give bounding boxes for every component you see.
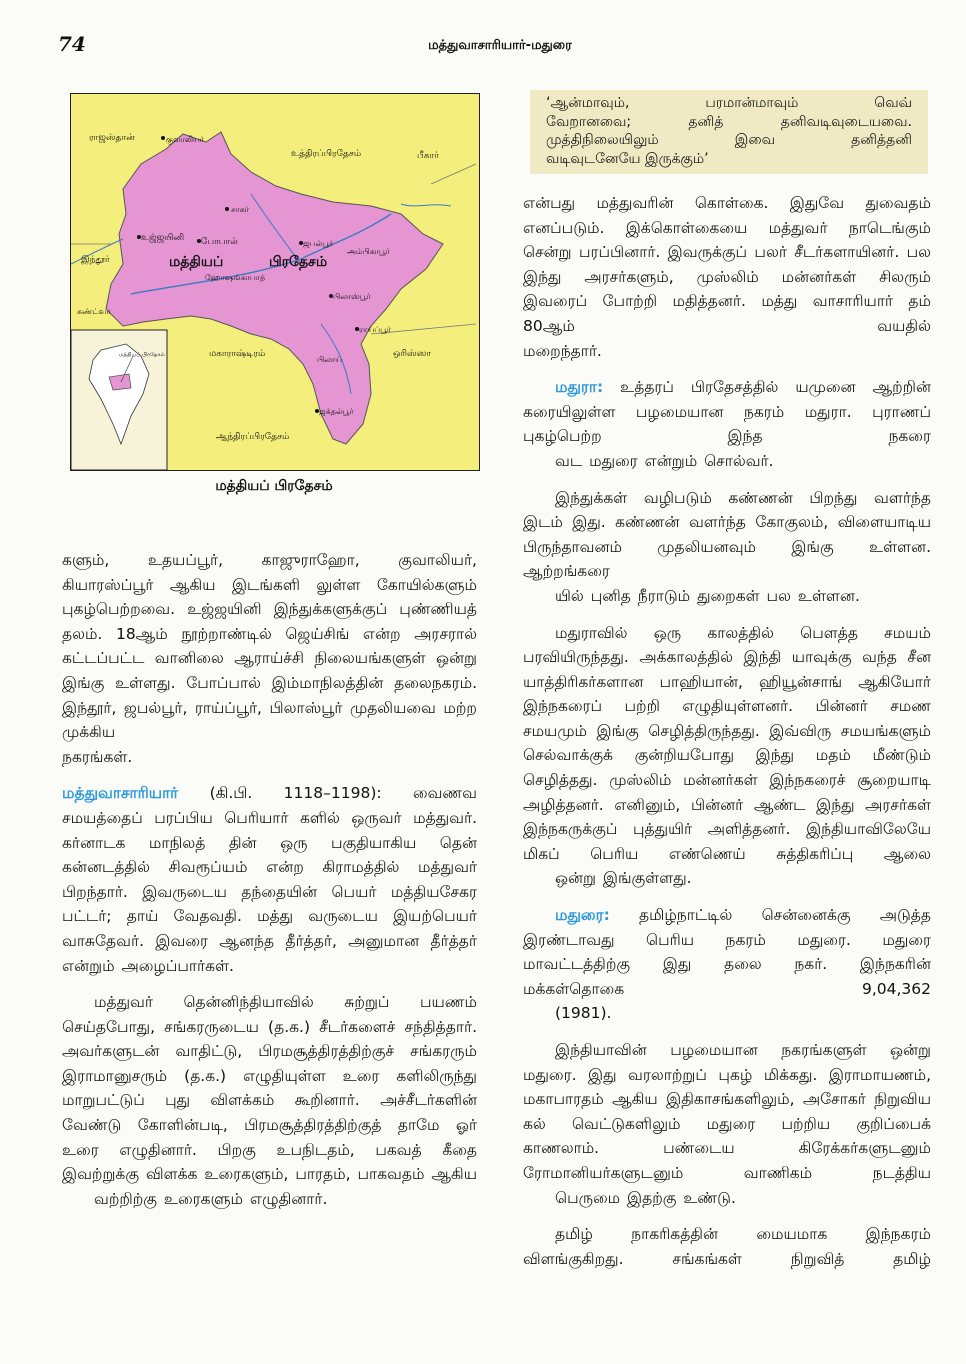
running-title: மத்துவாசாரியார்-மதுரை xyxy=(428,38,572,53)
paragraph-last-line: (1981). xyxy=(555,1004,612,1023)
map-label-madhya: மத்தியப் xyxy=(169,254,224,270)
paragraph-last-line: மறைந்தார். xyxy=(523,341,602,360)
paragraph xyxy=(523,191,931,363)
left-column xyxy=(62,548,477,1223)
paragraph xyxy=(523,486,931,609)
paragraph-last-line: வற்றிற்கு உரைகளும் எழுதினார். xyxy=(94,1189,328,1208)
quote-line: வேறானவை; தனித் தனிவடிவுடையவை. xyxy=(546,113,912,130)
paragraph-last-line: வட மதுரை என்றும் சொல்வர். xyxy=(555,451,774,470)
paragraph-text: (கி.பி. 1118–1198): வைணவ சமயத்தைப் பரப்பிய பெரியார் களில் ஒருவர் மத்துவர். கர்னாடக மாநிலத் தின் ஒரு பகுதியாகிய தென் கன்னடத்தில் சிவரூப்யம் என்ற கிராமத்தில் மத்துவர் பிறந்தார். இவருடைய தந்தையின் பெயர் மத்தியசேகர பட்டர்; தாய் வேதவதி. மத்து வருடைய இயற்பெயர் வாசுதேவர். இவரை ஆனந்த தீர்த்தர், அனுமான தீர்த்தர் xyxy=(62,784,477,950)
paragraph-last-line: நகரங்கள். xyxy=(62,747,133,766)
paragraph xyxy=(523,621,931,892)
map-label-sagar: சாகர் xyxy=(231,205,249,214)
map-label-jagdalpur: ஜக்தல்பூர் xyxy=(319,407,354,416)
paragraph xyxy=(523,903,931,1026)
entry-heading-madurai: மதுரை: xyxy=(555,906,610,925)
map-label-uttar-pradesh: உத்திரப்பிரதேசம் xyxy=(291,149,362,159)
map-label-pradesh: பிரதேசம் xyxy=(269,254,328,270)
paragraph-text: தமிழ் நாகரிகத்தின் மையமாக இந்நகரம் விளங்குகிறது. சங்கங்கள் நிறுவித் தமிழ் xyxy=(523,1225,931,1268)
map-label-andhra: ஆந்திரப்பிரதேசம் xyxy=(216,432,290,442)
map-label-ambikapur: அம்பிகாபூர் xyxy=(347,247,390,256)
page-number: 74 xyxy=(58,32,86,56)
quote-line: முத்திநிலையிலும் இவை தனித்தனி xyxy=(546,132,912,148)
paragraph-last-line: ஒன்று இங்குள்ளது. xyxy=(555,869,692,888)
map-label-jabalpur: ஜபல்பூர் xyxy=(303,239,334,248)
paragraph xyxy=(523,375,931,473)
map-label-hoshangabad: ஹோஷங்காபாத் xyxy=(205,273,266,282)
paragraph xyxy=(523,1038,931,1210)
paragraph-last-line: என்றும் அழைப்பார்கள். xyxy=(62,956,234,975)
paragraph-text: உத்தரப் பிரதேசத்தில் யமுனை ஆற்றின் கரையிலுள்ள பழமையான நகரம் மதுரா. புராணப் புகழ்பெற்ற இந்த நகரை xyxy=(523,378,931,446)
map-label-orissa: ஒரிஸ்ஸா xyxy=(393,349,432,359)
paragraph-last-line: யில் புனித நீராடும் துறைகள் பல உள்ளன. xyxy=(555,586,860,605)
map-label-bilaspur: பிலாஸ்பூர் xyxy=(333,292,371,301)
paragraph-text: என்பது மத்துவரின் கொள்கை. இதுவே துவைதம் எனப்படும். இக்கொள்கையை மத்துவர் நாடெங்கும் சென்று பரப்பினார். இவருக்குப் பலர் சீடர்களாயினர். பல இந்து அரசர்களும், முஸ்லிம் மன்னர்கள் சிலரும் இவரைப் போற்றி மதித்தனர். மத்து வாசாரியார் தம் 80ஆம் வயதில் xyxy=(523,194,931,335)
paragraph xyxy=(523,1222,931,1271)
map-label-bhilai: பிலாய் xyxy=(317,355,342,364)
map-label-maharashtra: மகாராஷ்டிரம் xyxy=(209,349,266,359)
map-label-inset: மத்தியப் பிரதேசம் xyxy=(119,352,165,358)
map-label-rajasthan: ராஜஸ்தான் xyxy=(89,133,135,143)
paragraph-text: இந்தியாவின் பழமையான நகரங்களுள் ஒன்று மதுரை. இது வரலாற்றுப் புகழ் மிக்கது. இராமாயணம், மகாபாரதம் ஆகிய இதிகாசங்களிலும், அசோகர் நிறுவிய கல் வெட்டுகளிலும் மதுரை பற்றிய குறிப்பைக் காணலாம். பண்டைய கிரேக்கர்களுடனும் ரோமானியர்களுடனும் வாணிகம் நடத்திய xyxy=(523,1041,931,1182)
map-label-bhopal: போபால் xyxy=(201,237,238,247)
paragraph-text: தமிழ்நாட்டில் சென்னைக்கு அடுத்த இரண்டாவது பெரிய நகரம் மதுரை. மதுரை மாவட்டத்திற்கு இது தலை நகர். இந்நகரின் மக்கள்தொகை 9,04,362 xyxy=(523,906,931,998)
map-caption: மத்தியப் பிரதேசம் xyxy=(215,478,333,494)
paragraph-text: இந்துக்கள் வழிபடும் கண்ணன் பிறந்து வளர்ந்த இடம் இது. கண்ணன் வளர்ந்த கோகுலம், விளையாடிய பிருந்தாவனம் முதலியனவும் இங்கு உள்ளன. ஆற்றங்கரை xyxy=(523,488,931,581)
right-column xyxy=(523,191,931,1271)
quote-box xyxy=(530,90,928,174)
paragraph-last-line: பெருமை இதற்கு உண்டு. xyxy=(555,1188,736,1207)
map-label-ujjain: உஜ்ஜயினி xyxy=(141,233,185,243)
quote-line: ‘ஆன்மாவும், பரமான்மாவும் வெவ் xyxy=(546,95,912,111)
quote-line: வடிவுடனேயே இருக்கும்’ xyxy=(546,150,709,167)
map-label-kandwa: கண்ட்வா xyxy=(77,307,111,316)
entry-heading-mathura: மதுரா: xyxy=(555,378,604,397)
map-label-raipur: ராய்ப்பூர் xyxy=(359,325,392,334)
map-figure xyxy=(70,93,480,471)
paragraph-text: மதுராவில் ஒரு காலத்தில் பௌத்த சமயம் பரவியிருந்தது. அக்காலத்தில் இந்தி யாவுக்கு வந்த சீன யாத்திரிகர்களான பாஹியான், ஹியூன்சாங் ஆகியோர் இந்நகரைப் பற்றி எழுதியுள்ளனர். பின்னர் சமண சமயமும் இங்கு செழித்திருந்தது. இவ்விரு சமயங்களும் செல்வாக்குக் குன்றியபோது இந்து மதம் மீண்டும் செழித்தது. முஸ்லிம் மன்னர்கள் இந்நகரைச் சூறையாடி அழித்தனர். எனினும், பின்னர் ஆண்ட இந்து அரசர்கள் இந்நகருக்குப் புத்துயிர் அளித்தனர். இந்தியாவிலேயே மிகப் பெரிய எண்ணெய் சுத்திகரிப்பு ஆலை xyxy=(523,623,931,863)
paragraph-text: களும், உதயப்பூர், காஜுராஹோ, குவாலியர், கியாரஸ்ப்பூர் ஆகிய இடங்களி லுள்ள கோயில்களும் புகழ்பெற்றவை. உஜ்ஜயினி இந்துக்களுக்குப் புண்ணியத் தலம். 18ஆம் நூற்றாண்டில் ஜெய்சிங் என்ற அரசரால் கட்டப்பட்ட வானிலை ஆராய்ச்சி நிலையங்களுள் ஒன்று இங்கு உள்ளது. போப்பால் இம்மாநிலத்தின் தலைநகரம். இந்தூர், ஜபல்பூர், ராய்ப்பூர், பிலாஸ்பூர் முதலியவை மற்ற முக்கிய xyxy=(62,551,477,742)
paragraph-text: மத்துவர் தென்னிந்தியாவில் சுற்றுப் பயணம் செய்தபோது, சங்கரருடைய (த.க.) சீடர்களைச் சந்தித்தார். அவர்களுடன் வாதிட்டு, பிரமசூத்திரத்திற்குச் சங்கரரும் இராமானுசரும் (த.க.) எழுதியுள்ள உரை களிலிருந்து மாறுபட்டுப் புது விளக்கம் கூறினார். அச்சீடர்களின் வேண்டு கோளின்படி, பிரமசூத்திரத்திற்குத் தாமே ஓர் உரை எழுதினார். பிறகு உபநிடதம், பகவத் கீதை இவற்றுக்கு விளக்க உரைகளும், பாரதம், பாகவதம் ஆகிய xyxy=(62,993,477,1184)
map-label-indore: இந்தூர் xyxy=(81,255,110,265)
paragraph xyxy=(62,781,477,978)
map-label-bihar: பீகார் xyxy=(417,151,439,161)
map-label-gwalior: குவாலியர் xyxy=(166,135,205,144)
paragraph xyxy=(62,548,477,769)
entry-heading-madhvacharya: மத்துவாசாரியார் xyxy=(62,784,179,803)
paragraph xyxy=(62,990,477,1211)
madhya-pradesh-map xyxy=(71,94,479,470)
